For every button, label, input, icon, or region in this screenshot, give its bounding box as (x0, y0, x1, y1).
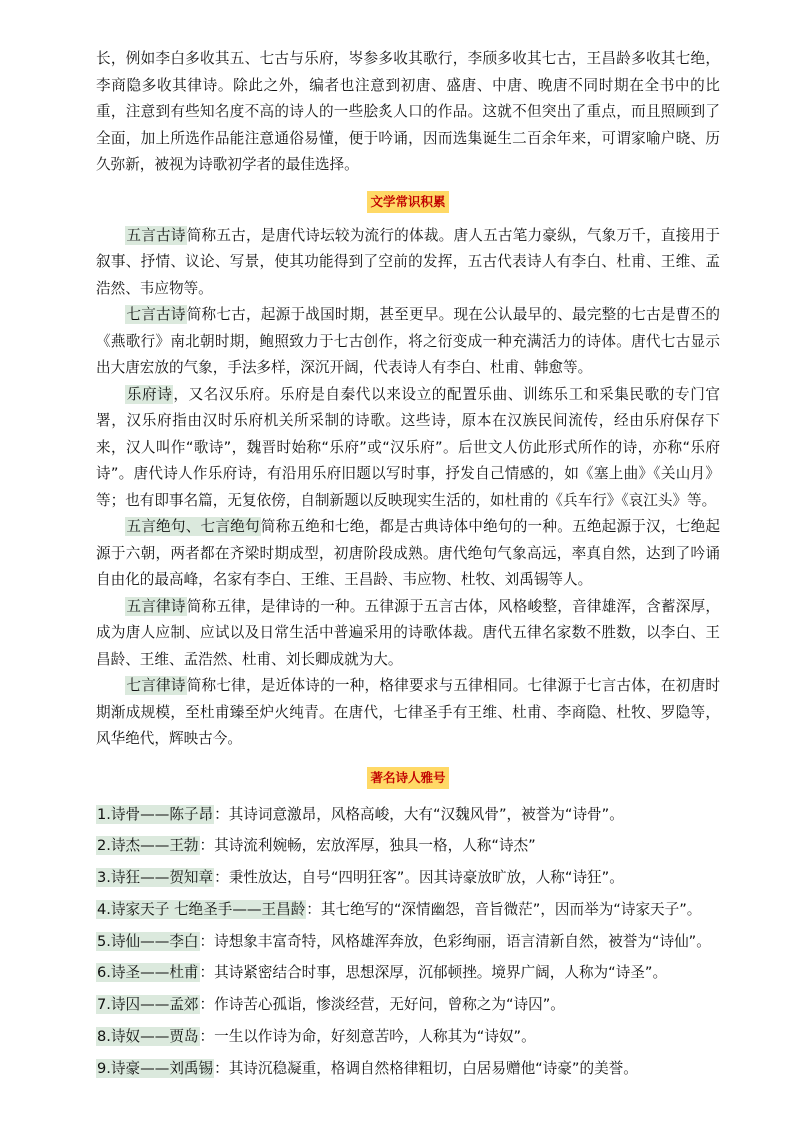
paragraph-text: 简称七律，是近体诗的一种，格律要求与五律相同。七律源于七言古体，在初唐时期渐成规模，至杜甫臻至炉火纯青。在唐代，七律圣手有王维、杜甫、李商隐、杜牧、罗隐等，风华绝代，辉映古今。 (96, 677, 720, 747)
poet-description: ：其诗沉稳凝重，格调自然格律粗切，白居易赠他“诗豪”的美誉。 (214, 1059, 638, 1077)
intro-paragraph: 长，例如李白多收其五、七古与乐府，岑参多收其歌行，李颀多收其七古，王昌龄多收其七绝，李商隐多收其律诗。除此之外，编者也注意到初唐、盛唐、中唐、晚唐不同时期在全书中的比重，注意到有些知名度不高的诗人的一些脍炙人口的作品。这就不但突出了重点，而且照顾到了全面，加上所选作品能注意通俗易懂，便于吟诵，因而选集诞生二百余年来，可谓家喻户晓、历久弥新，被视为诗歌初学者的最佳选择。 (96, 50, 720, 173)
poet-description: ：其七绝写的“深情幽怨，音旨微茫”，因而举为“诗家天子”。 (306, 900, 702, 918)
poet-description: ：秉性放达，自号“四明狂客”。因其诗豪放旷放，人称“诗狂”。 (214, 869, 624, 887)
list-item (96, 805, 720, 825)
poet-name: 诗狂——贺知章 (110, 869, 214, 887)
poet-description: ：作诗苦心孤诣，惨淡经营，无好问，曾称之为“诗囚”。 (199, 996, 565, 1014)
paragraph-text: 简称七古，起源于战国时期，甚至更早。现在公认最早的、最完整的七古是曹丕的《燕歌行》南北朝时期，鲍照致力于七古创作，将之衍变成一种充满活力的诗体。唐代七古显示出大唐宏放的气象，手法多样，深沉开阔，代表诗人有李白、杜甫、韩愈等。 (96, 306, 720, 376)
poet-name-highlight (96, 963, 200, 982)
list-item (96, 932, 720, 952)
paragraph-text: ，又名汉乐府。乐府是自秦代以来设立的配置乐曲、训练乐工和采集民歌的专门官署，汉乐府指由汉时乐府机关所采制的诗歌。这些诗，原本在汉族民间流传，经由乐府保存下来，汉人叫作“歌诗”，魏晋时始称“乐府”或“汉乐府”。后世文人仿此形式所作的诗，亦称“乐府诗”。唐代诗人作乐府诗，有沿用乐府旧题以写时事，抒发自己情感的，如《塞上曲》《关山月》等；也有即事名篇，无复依傍，自制新题以反映现实生活的，如杜甫的《兵车行》《哀江头》等。 (96, 385, 720, 509)
list-item (96, 1027, 720, 1047)
poet-name-highlight (96, 1027, 200, 1046)
poet-name: 诗家天子 七绝圣手——王昌龄 (110, 900, 306, 918)
paragraph-yuefu (96, 382, 720, 515)
item-number: 6. (97, 964, 111, 982)
term-highlight: 五言绝句、七言绝句 (126, 518, 260, 535)
poet-name: 诗豪——刘禹锡 (110, 1059, 214, 1077)
paragraph-jueju (96, 514, 720, 594)
section-heading-poets (96, 767, 720, 789)
paragraph-wuyan-gushi (96, 223, 720, 303)
list-item (96, 995, 720, 1015)
poet-name-highlight (96, 932, 200, 951)
poet-name-highlight (96, 1059, 214, 1078)
section-heading-literature (96, 191, 720, 213)
item-number: 2. (97, 837, 111, 855)
poet-description: ：其诗紧密结合时事，思想深厚，沉郁顿挫。境界广阔，人称为“诗圣”。 (199, 964, 668, 982)
list-item (96, 1059, 720, 1079)
term-highlight: 五言律诗 (126, 597, 186, 615)
poet-description: ：其诗流利婉畅，宏放浑厚，独具一格，人称“诗杰” (199, 837, 536, 855)
poet-name: 诗杰——王勃 (110, 837, 199, 855)
poet-name: 诗囚——孟郊 (110, 996, 199, 1014)
list-item (96, 836, 720, 856)
poet-name-highlight (96, 995, 200, 1014)
term-highlight: 七言律诗 (126, 677, 186, 694)
paragraph-text: 简称五绝和七绝，都是古典诗体中绝句的一种。五绝起源于汉，七绝起源于六朝，两者都在齐梁时期成型，初唐阶段成熟。唐代绝句气象高远，率真自然，达到了吟诵自由化的最高峰，名家有李白、王维、王昌龄、韦应物、杜牧、刘禹锡等人。 (96, 518, 720, 588)
item-number: 5. (97, 932, 111, 950)
poet-name: 诗奴——贾岛 (110, 1028, 199, 1046)
poet-name: 诗圣——杜甫 (110, 964, 199, 982)
poet-name-highlight (96, 805, 214, 824)
poet-description: ：一生以作诗为命，好刻意苦吟，人称其为“诗奴”。 (199, 1028, 536, 1046)
poet-name: 诗仙——李白 (110, 932, 199, 950)
paragraph-wuyan-lushi (96, 594, 720, 674)
section-heading-label: 文学常识积累 (367, 191, 448, 213)
item-number: 7. (97, 996, 111, 1014)
term-highlight: 乐府诗 (126, 385, 173, 403)
list-item (96, 963, 720, 983)
item-number: 3. (97, 869, 111, 887)
paragraph-qiyan-gushi (96, 302, 720, 382)
poet-nickname-list (96, 805, 720, 1079)
document-page (96, 46, 720, 1091)
section-heading-label: 著名诗人雅号 (367, 767, 448, 789)
poet-name-highlight (96, 868, 214, 887)
paragraph-text: 简称五律，是律诗的一种。五律源于五言古体，风格峻整，音律雄浑，含蓄深厚，成为唐人应制、应试以及日常生活中普遍采用的诗歌体裁。唐代五律名家数不胜数，以李白、王昌龄、王维、孟浩然、杜甫、刘长卿成就为大。 (96, 597, 720, 668)
poet-name-highlight (96, 836, 200, 855)
poet-description: ：诗想象丰富奇特，风格雄浑奔放，色彩绚丽，语言清新自然，被誉为“诗仙”。 (199, 932, 711, 950)
list-item (96, 900, 720, 920)
poet-name: 诗骨——陈子昂 (110, 805, 214, 823)
item-number: 1. (97, 805, 111, 823)
item-number: 8. (97, 1028, 111, 1046)
paragraph-qiyan-lushi (96, 673, 720, 753)
list-item (96, 868, 720, 888)
item-number: 4. (97, 900, 111, 918)
term-highlight: 五言古诗 (126, 226, 186, 244)
poet-name-highlight (96, 900, 306, 919)
paragraph-text: 简称五古，是唐代诗坛较为流行的体裁。唐人五古笔力豪纵，气象万千，直接用于叙事、抒情、议论、写景，使其功能得到了空前的发挥，五古代表诗人有李白、杜甫、王维、孟浩然、韦应物等。 (96, 226, 720, 297)
item-number: 9. (97, 1059, 111, 1077)
term-highlight: 七言古诗 (126, 306, 186, 323)
poet-description: ：其诗词意激昂，风格高峻，大有“汉魏风骨”，被誉为“诗骨”。 (214, 805, 624, 823)
